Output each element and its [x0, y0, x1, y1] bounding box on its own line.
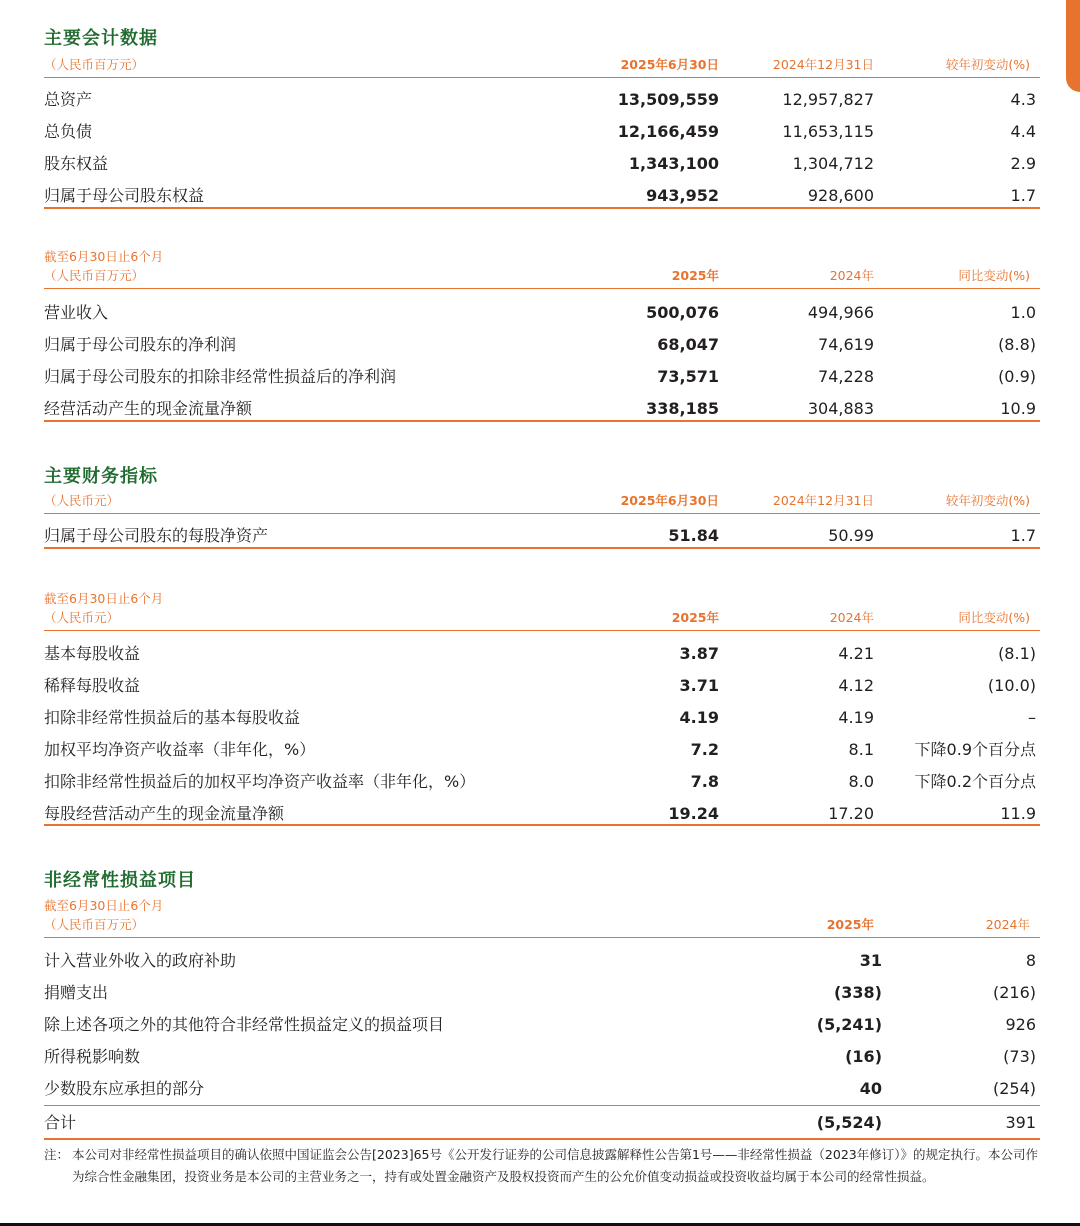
- footnote-text: 本公司对非经常性损益项目的确认依照中国证监会公告[2023]65号《公开发行证券的公司信息披露解释性公告第1号——非经常性损益（2023年修订）》的规定执行。本公司作为综合性金融集团，投资业务是本公司的主营业务之一，持有或处置金融资产及股权投资而产生的公允价值变动损益或投资收益均属于本公司的经常性损益。: [72, 1147, 1038, 1184]
- value-change: 10.9: [1000, 399, 1036, 418]
- column-header-prior: 2024年12月31日: [772, 493, 874, 508]
- value-change: 下降0.2个百分点: [914, 772, 1036, 791]
- row-label: 扣除非经常性损益后的基本每股收益: [44, 708, 301, 727]
- value-current: 3.87: [679, 644, 719, 663]
- row-label: 加权平均净资产收益率（非年化，%）: [44, 740, 316, 759]
- row-label: 少数股东应承担的部分: [44, 1079, 205, 1098]
- value-change: 2.9: [1010, 154, 1036, 173]
- value-current: (16): [845, 1047, 882, 1066]
- column-header-current: 2025年6月30日: [620, 57, 719, 72]
- table-row: [44, 329, 1040, 361]
- total-value-prior: 391: [1005, 1113, 1036, 1132]
- column-header-prior: 2024年: [829, 268, 874, 283]
- per-share-indicators-table: [44, 589, 1040, 829]
- total-divider: [44, 1105, 1040, 1106]
- value-current: 40: [859, 1079, 882, 1098]
- unit-label: （人民币百万元）: [44, 268, 145, 283]
- column-header-current: 2025年: [671, 268, 719, 283]
- table-bottom-rule: [44, 420, 1040, 422]
- value-change: (0.9): [998, 367, 1036, 386]
- total-label: 合计: [44, 1113, 77, 1132]
- column-header-prior: 2024年12月31日: [772, 57, 874, 72]
- value-current: 3.71: [679, 676, 719, 695]
- table-header: [44, 266, 1040, 289]
- value-current: 31: [859, 951, 882, 970]
- value-current: 12,166,459: [617, 122, 719, 141]
- column-header-current: 2025年: [671, 610, 719, 625]
- row-label: 每股经营活动产生的现金流量净额: [44, 804, 285, 823]
- row-label: 归属于母公司股东的每股净资产: [44, 526, 269, 545]
- value-prior: (216): [992, 983, 1036, 1002]
- section-title: 主要会计数据: [44, 28, 158, 49]
- table-header: [44, 915, 1040, 938]
- column-header-current: 2025年: [826, 917, 874, 932]
- footnote-prefix: 注：: [44, 1147, 70, 1162]
- period-label: 截至6月30日止6个月: [44, 591, 164, 606]
- table-bottom-rule: [44, 207, 1040, 209]
- table-row: [44, 1041, 1040, 1073]
- value-change: (10.0): [987, 676, 1036, 695]
- value-current: 51.84: [668, 526, 719, 545]
- value-current: 7.2: [690, 740, 719, 759]
- value-change: –: [1028, 708, 1036, 727]
- value-change: 1.7: [1010, 526, 1036, 545]
- table-row: [44, 670, 1040, 702]
- value-prior: 17.20: [828, 804, 874, 823]
- row-label: 股东权益: [44, 154, 109, 173]
- value-current: 13,509,559: [617, 90, 719, 109]
- value-current: 338,185: [646, 399, 719, 418]
- total-row: [44, 1107, 1040, 1139]
- column-header-change: 较年初变动(%): [945, 493, 1030, 508]
- row-label: 扣除非经常性损益后的加权平均净资产收益率（非年化，%）: [44, 772, 476, 791]
- value-current: (338): [833, 983, 882, 1002]
- value-current: (5,241): [816, 1015, 882, 1034]
- section-title: 非经常性损益项目: [44, 870, 196, 891]
- row-label: 归属于母公司股东的净利润: [44, 335, 237, 354]
- table-header: [44, 608, 1040, 631]
- value-change: 4.3: [1010, 90, 1036, 109]
- value-prior: 928,600: [807, 186, 874, 205]
- section-title: 主要财务指标: [44, 466, 158, 487]
- value-current: 73,571: [657, 367, 719, 386]
- row-label: 除上述各项之外的其他符合非经常性损益定义的损益项目: [44, 1015, 445, 1034]
- key-accounting-data-table: [44, 24, 1040, 214]
- value-current: 500,076: [646, 303, 719, 322]
- value-change: (8.8): [998, 335, 1036, 354]
- unit-label: （人民币百万元）: [44, 917, 145, 932]
- table-row: [44, 116, 1040, 148]
- table-row: [44, 361, 1040, 393]
- value-prior: (254): [992, 1079, 1036, 1098]
- row-label: 所得税影响数: [44, 1047, 141, 1066]
- non-recurring-items-table: [44, 866, 1040, 1141]
- six-month-results-table: [44, 247, 1040, 427]
- table-header: [44, 55, 1040, 78]
- value-prior: 8: [1025, 951, 1036, 970]
- row-label: 营业收入: [44, 303, 109, 322]
- table-row: [44, 1009, 1040, 1041]
- total-value-current: (5,524): [816, 1113, 882, 1132]
- value-change: (8.1): [998, 644, 1036, 663]
- period-label: 截至6月30日止6个月: [44, 249, 164, 264]
- value-current: 7.8: [690, 772, 719, 791]
- row-label: 捐赠支出: [44, 983, 109, 1002]
- value-prior: 926: [1005, 1015, 1036, 1034]
- row-label: 总负债: [44, 122, 93, 141]
- table-header: [44, 491, 1040, 514]
- value-current: 4.19: [679, 708, 719, 727]
- value-prior: 304,883: [807, 399, 874, 418]
- table-row: [44, 638, 1040, 670]
- unit-label: （人民币百万元）: [44, 57, 145, 72]
- value-prior: 11,653,115: [782, 122, 874, 141]
- value-change: 11.9: [1000, 804, 1036, 823]
- key-financial-indicators-table: [44, 462, 1040, 552]
- column-header-prior: 2024年: [985, 917, 1030, 932]
- row-label: 归属于母公司股东的扣除非经常性损益后的净利润: [44, 367, 397, 386]
- value-current: 1,343,100: [628, 154, 719, 173]
- value-prior: 8.0: [848, 772, 874, 791]
- value-prior: 74,228: [818, 367, 874, 386]
- value-change: 1.0: [1010, 303, 1036, 322]
- table-row: [44, 148, 1040, 180]
- value-change: 4.4: [1010, 122, 1036, 141]
- table-row: [44, 702, 1040, 734]
- column-header-current: 2025年6月30日: [620, 493, 719, 508]
- value-prior: 494,966: [807, 303, 874, 322]
- row-label: 经营活动产生的现金流量净额: [44, 399, 253, 418]
- footnote: [44, 1144, 1038, 1188]
- table-bottom-rule: [44, 824, 1040, 826]
- column-header-change: 较年初变动(%): [945, 57, 1030, 72]
- table-bottom-rule: [44, 1138, 1040, 1140]
- value-prior: (73): [1003, 1047, 1036, 1066]
- column-header-prior: 2024年: [829, 610, 874, 625]
- row-label: 基本每股收益: [44, 644, 141, 663]
- value-prior: 8.1: [848, 740, 874, 759]
- table-bottom-rule: [44, 547, 1040, 549]
- unit-label: （人民币元）: [44, 610, 120, 625]
- row-label: 计入营业外收入的政府补助: [44, 951, 237, 970]
- column-header-change: 同比变动(%): [958, 610, 1030, 625]
- table-row: [44, 977, 1040, 1009]
- value-change: 1.7: [1010, 186, 1036, 205]
- value-prior: 50.99: [828, 526, 874, 545]
- value-prior: 12,957,827: [782, 90, 874, 109]
- value-current: 68,047: [657, 335, 719, 354]
- column-header-change: 同比变动(%): [958, 268, 1030, 283]
- page-edge-tab: [1066, 0, 1080, 92]
- value-current: 19.24: [668, 804, 719, 823]
- value-prior: 1,304,712: [792, 154, 874, 173]
- row-label: 归属于母公司股东权益: [44, 186, 205, 205]
- row-label: 总资产: [44, 90, 93, 109]
- period-label: 截至6月30日止6个月: [44, 898, 164, 913]
- table-row: [44, 734, 1040, 766]
- value-prior: 74,619: [818, 335, 874, 354]
- value-current: 943,952: [646, 186, 719, 205]
- table-row: [44, 766, 1040, 798]
- table-row: [44, 1073, 1040, 1105]
- table-row: [44, 84, 1040, 116]
- table-row: [44, 945, 1040, 977]
- value-change: 下降0.9个百分点: [914, 740, 1036, 759]
- table-row: [44, 297, 1040, 329]
- unit-label: （人民币元）: [44, 493, 120, 508]
- row-label: 稀释每股收益: [44, 676, 141, 695]
- value-prior: 4.19: [838, 708, 874, 727]
- value-prior: 4.21: [838, 644, 874, 663]
- value-prior: 4.12: [838, 676, 874, 695]
